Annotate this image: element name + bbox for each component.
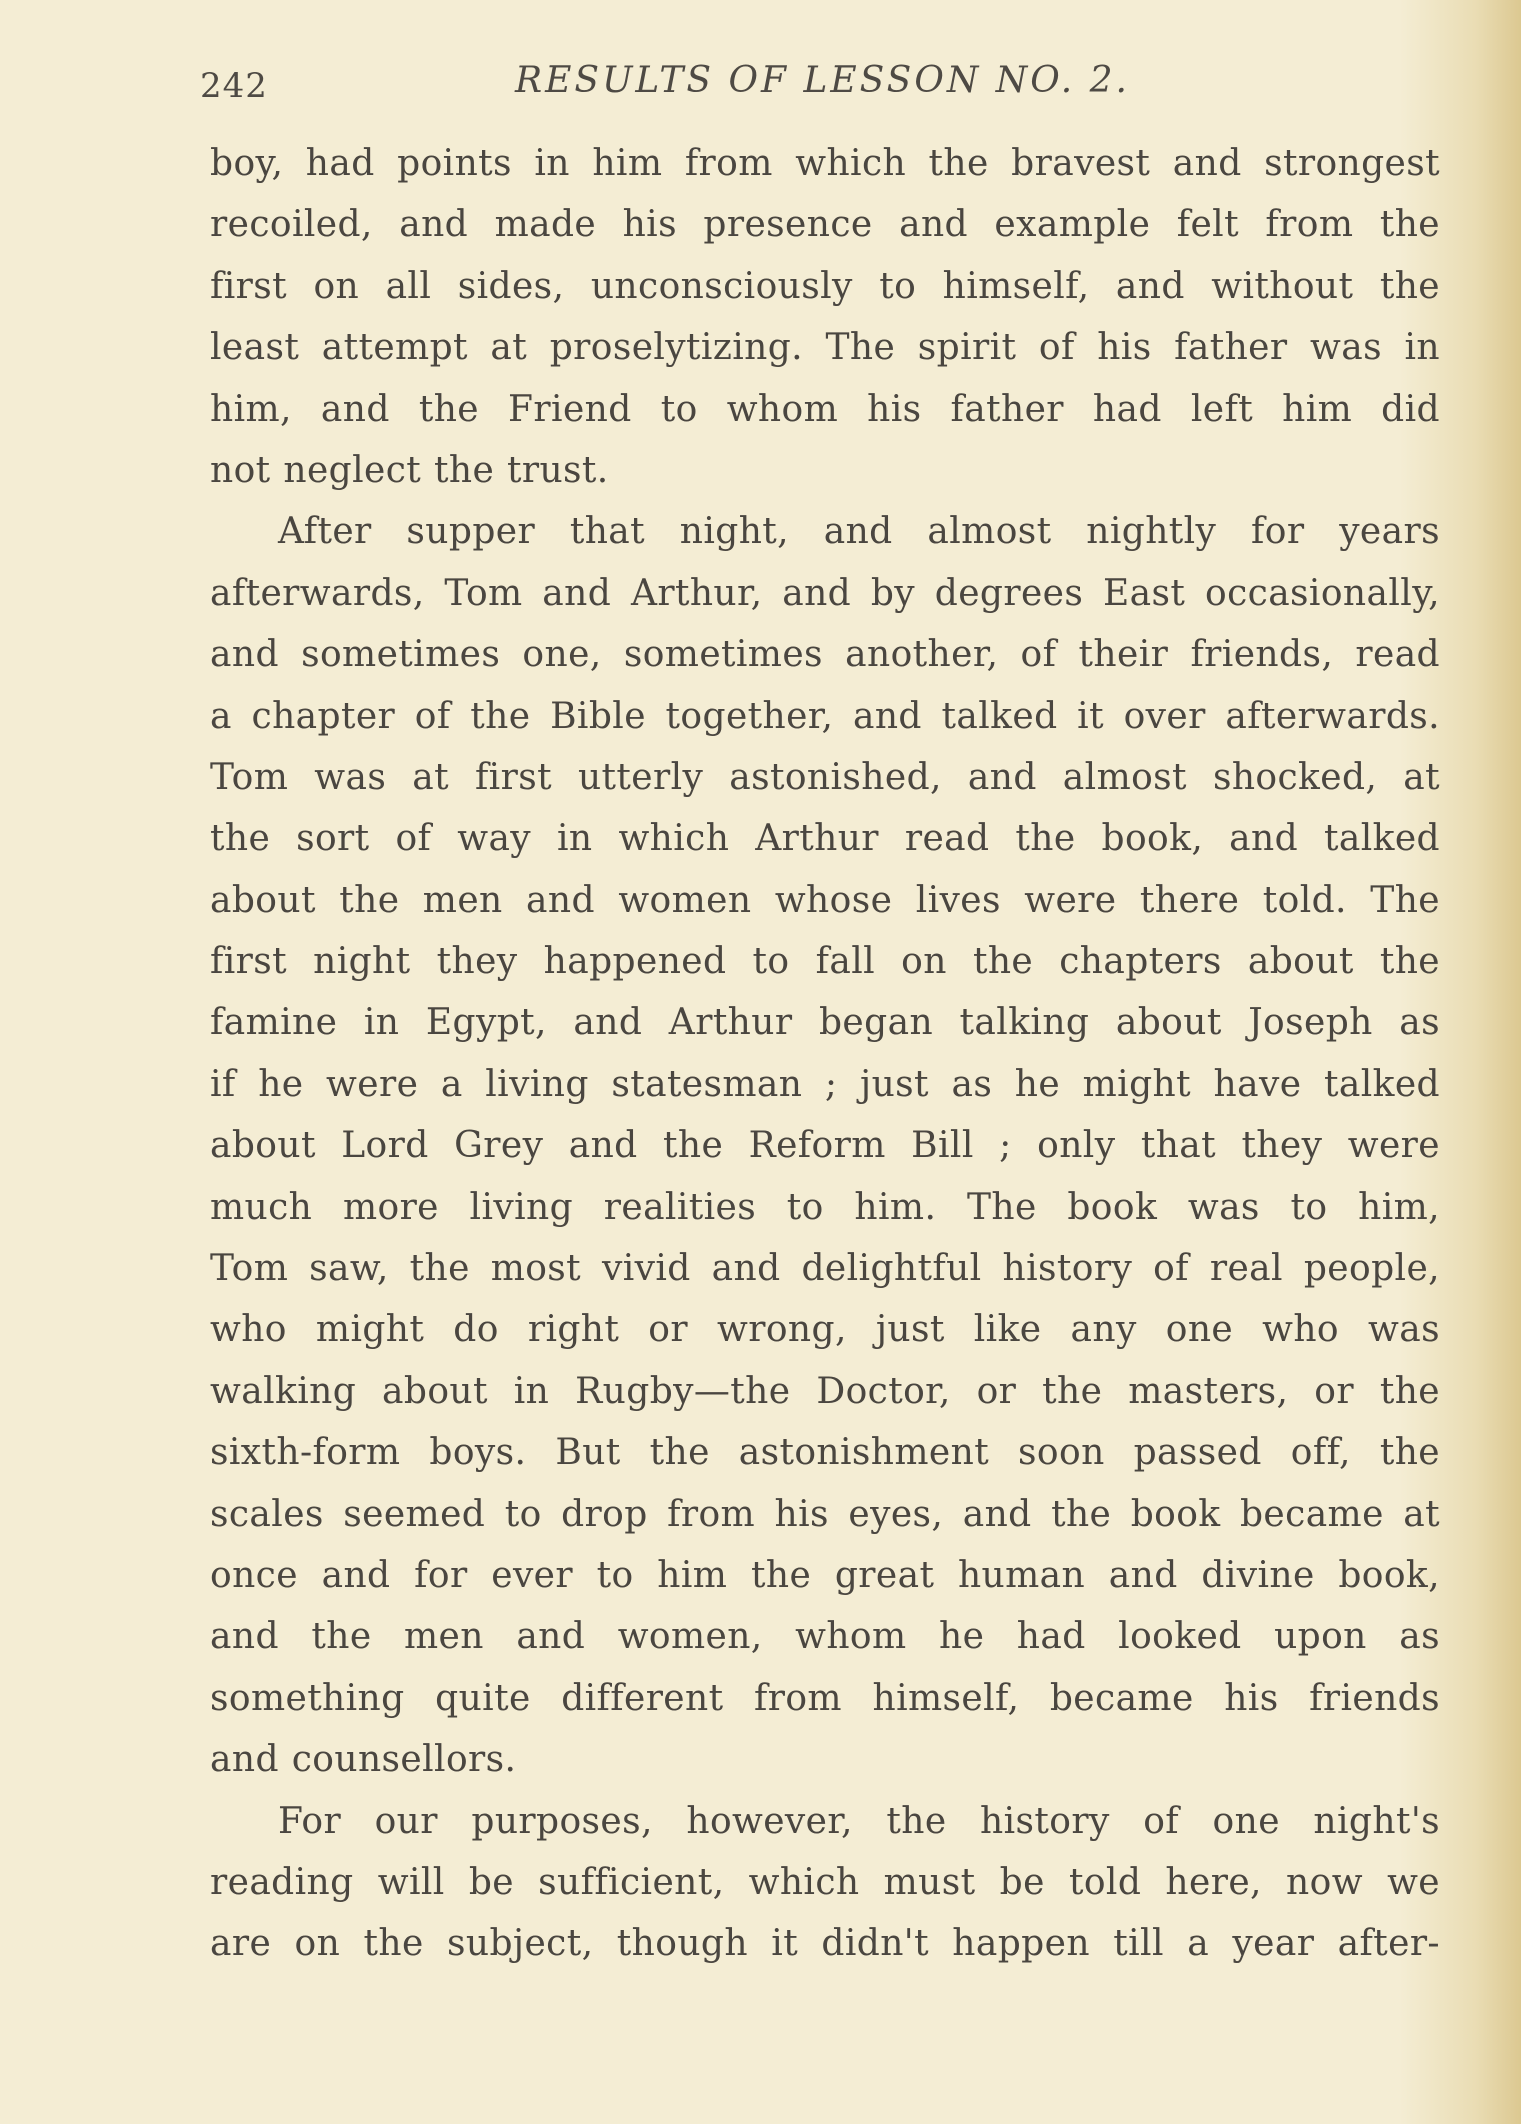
text-line: and the men and women, whom he had looked upon as: [210, 1616, 1440, 1658]
text-line: much more living realities to him. The book was to him,: [210, 1186, 1440, 1228]
text-line: afterwards, Tom and Arthur, and by degrees East occasionally,: [210, 572, 1440, 614]
text-line: not neglect the trust.: [210, 449, 609, 491]
text-line: and counsellors.: [210, 1739, 517, 1781]
text-line: sixth-form boys. But the astonishment soon passed off, the: [210, 1432, 1440, 1474]
text-line: the sort of way in which Arthur read the book, and talked: [210, 818, 1440, 860]
running-head: RESULTS OF LESSON NO. 2.: [515, 60, 1130, 101]
page-header: [200, 60, 1445, 110]
text-line: who might do right or wrong, just like any one who was: [210, 1309, 1440, 1351]
body-text: [210, 133, 1440, 1975]
text-line: boy, had points in him from which the bravest and strongest: [210, 143, 1440, 184]
text-line: After supper that night, and almost nightly for years: [278, 511, 1440, 553]
text-line: if he were a living statesman ; just as he might have talked: [210, 1063, 1440, 1105]
text-line: once and for ever to him the great human and divine book,: [210, 1554, 1440, 1596]
page-number: 242: [200, 66, 268, 106]
text-line: a chapter of the Bible together, and talked it over afterwards.: [210, 695, 1440, 737]
text-line: about the men and women whose lives were there told. The: [210, 879, 1440, 921]
text-line: something quite different from himself, became his friends: [210, 1677, 1440, 1719]
text-line: first night they happened to fall on the chapters about the: [210, 941, 1440, 983]
text-line: about Lord Grey and the Reform Bill ; only that they were: [210, 1125, 1440, 1167]
text-line: reading will be sufficient, which must be told here, now we: [210, 1861, 1440, 1903]
text-line: For our purposes, however, the history of one night's: [278, 1800, 1440, 1842]
text-line: walking about in Rugby—the Doctor, or the masters, or the: [210, 1370, 1440, 1412]
text-line: recoiled, and made his presence and example felt from the: [210, 204, 1440, 246]
text-line: him, and the Friend to whom his father had left him did: [210, 388, 1440, 430]
text-line: are on the subject, though it didn't happen till a year after-: [210, 1923, 1440, 1965]
text-line: and sometimes one, sometimes another, of their friends, read: [210, 634, 1440, 676]
text-line: least attempt at proselytizing. The spirit of his father was in: [210, 327, 1440, 369]
text-line: first on all sides, unconsciously to himself, and without the: [210, 265, 1440, 307]
text-line: Tom saw, the most vivid and delightful history of real people,: [210, 1248, 1440, 1290]
text-line: scales seemed to drop from his eyes, and the book became at: [210, 1493, 1440, 1535]
text-line: famine in Egypt, and Arthur began talking about Joseph as: [210, 1002, 1440, 1044]
text-line: Tom was at first utterly astonished, and almost shocked, at: [210, 756, 1440, 798]
